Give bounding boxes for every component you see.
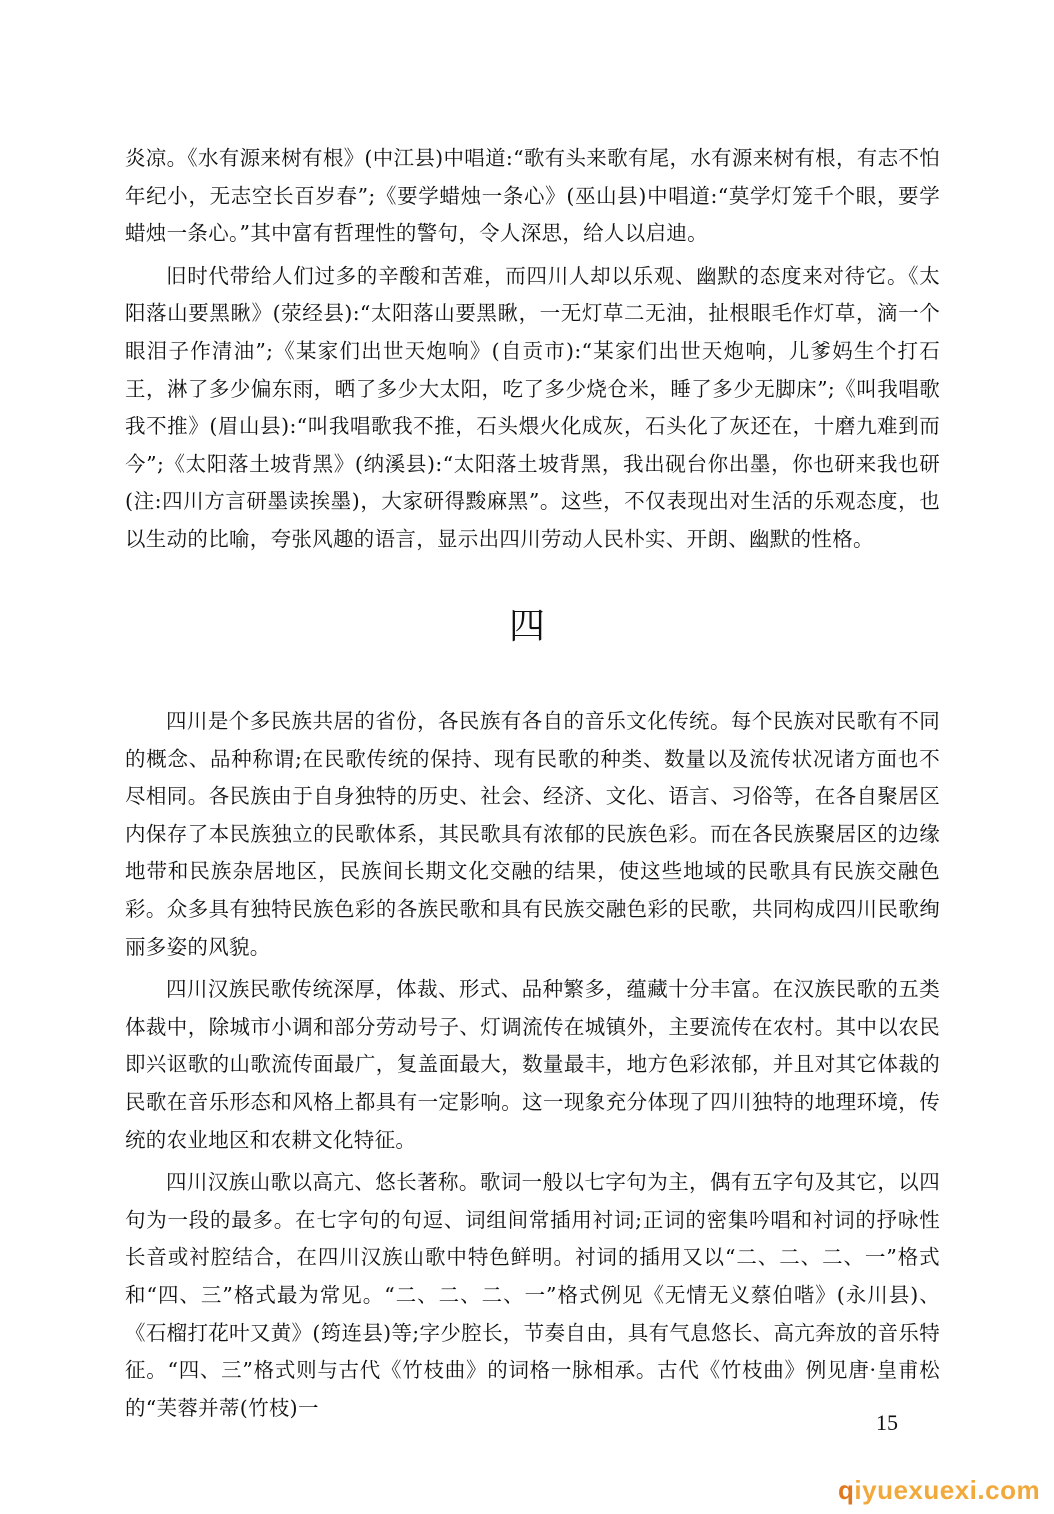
watermark — [838, 1475, 1040, 1506]
page-number: 15 — [876, 1410, 898, 1435]
text-block-bottom — [125, 703, 940, 1432]
watermark-domain: iyuexuexi.com — [854, 1475, 1041, 1505]
paragraph-4: 四川汉族民歌传统深厚，体裁、形式、品种繁多，蕴藏十分丰富。在汉族民歌的五类体裁中，除城市小调和部分劳动号子、灯调流传在城镇外，主要流传在农村。其中以农民即兴讴歌的山歌流传面最广，复盖面最大，数量最丰，地方色彩浓郁，并且对其它体裁的民歌在音乐形态和风格上都具有一定影响。这一现象充分体现了四川独特的地理环境，传统的农业地区和农耕文化特征。 — [125, 977, 940, 1152]
paragraph-1: 炎凉。《水有源来树有根》(中江县)中唱道:“歌有头来歌有尾，水有源来树有根，有志不怕年纪小，无志空长百岁春”;《要学蜡烛一条心》(巫山县)中唱道:“莫学灯笼千个眼，要学蜡烛一条心。”其中富有哲理性的警句，令人深思，给人以启迪。 — [125, 146, 940, 246]
watermark-q: q — [838, 1475, 855, 1505]
paragraph-5: 四川汉族山歌以高亢、悠长著称。歌词一般以七字句为主，偶有五字句及其它，以四句为一段的最多。在七字句的句逗、词组间常插用衬词;正词的密集吟唱和衬词的抒咏性长音或衬腔结合，在四川汉族山歌中特色鲜明。衬词的插用又以“二、二、二、一”格式和“四、三”格式最为常见。“二、二、二、一”格式例见《无情无义蔡伯喈》(永川县)、《石榴打花叶又黄》(筠连县)等;字少腔长，节奏自由，具有气息悠长、高亢奔放的音乐特征。“四、三”格式则与古代《竹枝曲》的词格一脉相承。古代《竹枝曲》例见唐·皇甫松的“芙蓉并蒂(竹枝)一 — [125, 1170, 940, 1420]
paragraph-3: 四川是个多民族共居的省份，各民族有各自的音乐文化传统。每个民族对民歌有不同的概念、品种称谓;在民歌传统的保持、现有民歌的种类、数量以及流传状况诸方面也不尽相同。各民族由于自身独特的历史、社会、经济、文化、语言、习俗等，在各自聚居区内保存了本民族独立的民歌体系，其民歌具有浓郁的民族色彩。而在各民族聚居区的边缘地带和民族杂居地区，民族间长期文化交融的结果，使这些地域的民歌具有民族交融色彩。众多具有独特民族色彩的各族民歌和具有民族交融色彩的民歌，共同构成四川民歌绚丽多姿的风貌。 — [125, 709, 940, 959]
text-block-top — [125, 140, 940, 564]
paragraph-2: 旧时代带给人们过多的辛酸和苦难，而四川人却以乐观、幽默的态度来对待它。《太阳落山要黑瞅》(荥经县):“太阳落山要黑瞅，一无灯草二无油，扯根眼毛作灯草，滴一个眼泪子作清油”;《某家们出世天炮响》(自贡市):“某家们出世天炮响，儿爹妈生个打石王，淋了多少偏东雨，晒了多少大太阳，吃了多少烧仓米，睡了多少无脚床”;《叫我唱歌我不推》(眉山县):“叫我唱歌我不推，石头煨火化成灰，石头化了灰还在，十磨九难到而今”;《太阳落土坡背黑》(纳溪县):“太阳落土坡背黑，我出砚台你出墨，你也研来我也研(注:四川方言研墨读挨墨)，大家研得黢麻黑”。这些，不仅表现出对生活的乐观态度，也以生动的比喻，夸张风趣的语言，显示出四川劳动人民朴实、开朗、幽默的性格。 — [125, 263, 940, 551]
section-heading: 四 — [508, 606, 545, 647]
